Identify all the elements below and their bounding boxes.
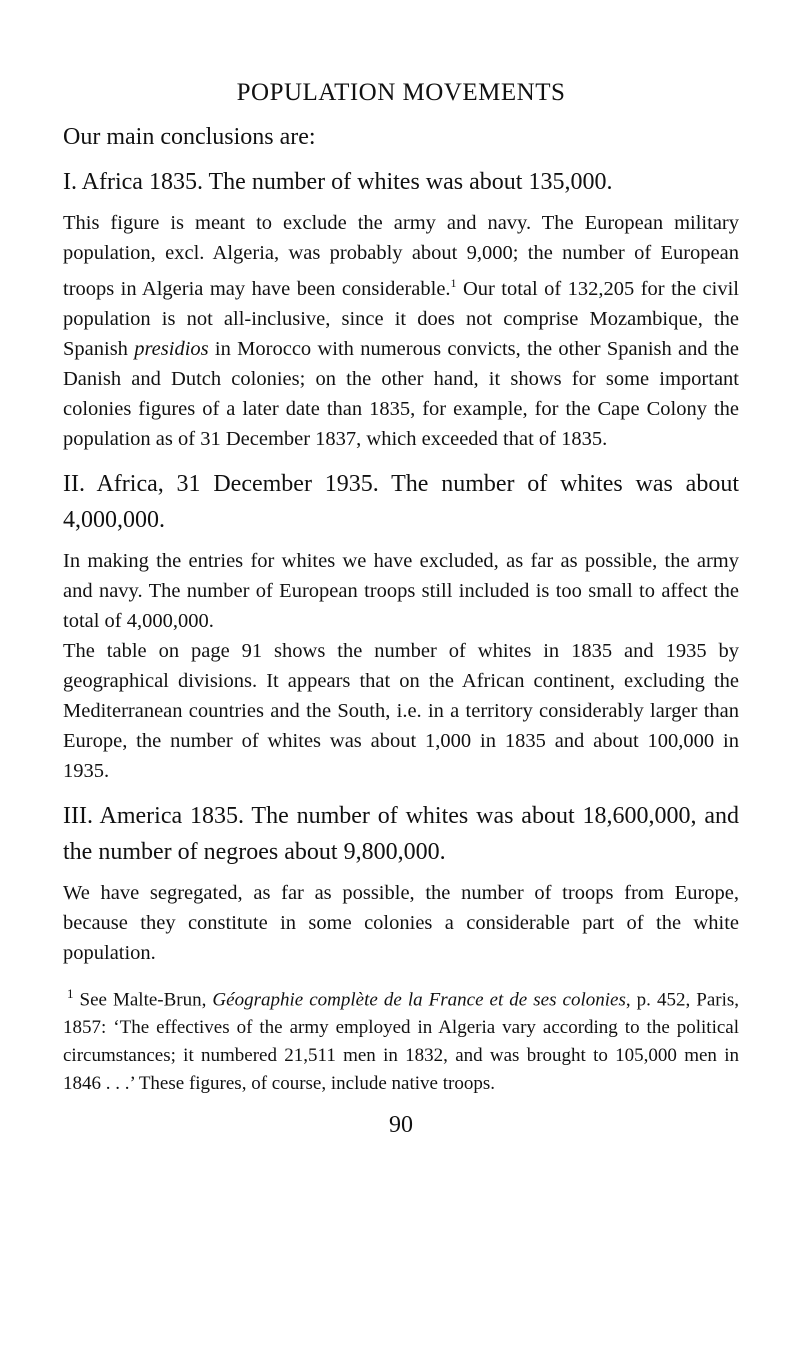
footnote-text-b: , p. 452, Paris, 1857: ‘The effectives of the army employed in Algeria vary according to the political circumstances; it numbered 21,511 men in 1832, and was brought to 105,000 men in 1846 . . .’ These figures, of course, include native troops. xyxy=(63,989,740,1095)
section-1-text-c: in Morocco with numerous convicts, the other Spanish and the Danish and Dutch colonies; on the other hand, it shows for some important colonies figures of a later date than 1835, for example, for the Cape Colony the population as of 31 December 1837, which exceeded that of 1835. xyxy=(63,337,739,450)
footnote-title: Géographie complète de la France et de ses colonies xyxy=(212,989,626,1011)
intro-line: Our main conclusions are: xyxy=(63,124,316,150)
section-heading-1: I. Africa 1835. The number of whites was about 135,000. xyxy=(63,169,613,195)
section-heading-3: III. America 1835. The number of whites was about 18,600,000, and the number of negroes about 9,800,000. xyxy=(63,802,739,865)
section-1-text-b: Our total of 132,205 for the civil population is not all-inclusive, since it does not comprise Mozambique, the Spanish xyxy=(63,277,739,360)
footnote-reference: 1 xyxy=(450,276,457,290)
page-number: 90 xyxy=(389,1112,413,1139)
section-heading-2: II. Africa, 31 December 1935. The number of whites was about 4,000,000. xyxy=(63,470,739,533)
section-2-paragraph-2: The table on page 91 shows the number of whites in 1835 and 1935 by geographical divisions. It appears that on the African continent, excluding the Mediterranean countries and the South, i.e. in a territory considerably larger than Europe, the number of whites was about 1,000 in 1835 and about 100,000 in 1935. xyxy=(63,639,739,782)
italic-term: presidios xyxy=(134,337,209,360)
section-1-text-a: This figure is meant to exclude the army and navy. The European military population, excl. Algeria, was probably about 9,000; the number of European troops in Algeria may have been considerable. xyxy=(63,212,739,300)
section-3-paragraph: We have segregated, as far as possible, the number of troops from Europe, because they constitute in some colonies a considerable part of the white population. xyxy=(63,881,739,964)
footnote-marker: 1 xyxy=(67,985,74,1001)
section-2-paragraph-1: In making the entries for whites we have excluded, as far as possible, the army and navy. The number of European troops still included is too small to affect the total of 4,000,000. xyxy=(63,549,739,632)
footnote-text-a: See Malte-Brun, xyxy=(79,989,213,1011)
section-1-paragraph xyxy=(63,208,739,454)
footnote xyxy=(63,980,739,1098)
book-page xyxy=(63,78,739,1139)
running-head: POPULATION MOVEMENTS xyxy=(236,79,566,106)
